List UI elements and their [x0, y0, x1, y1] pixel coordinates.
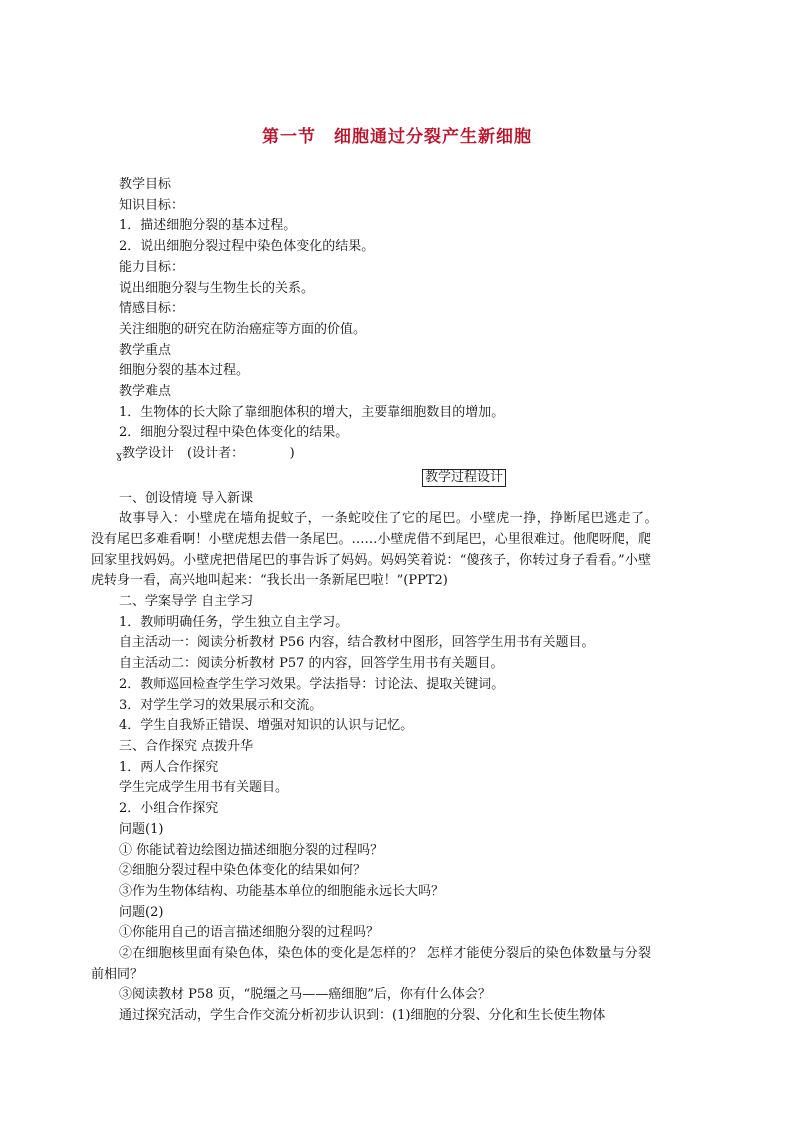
- section3-q2-3: ③阅读教材 P58 页，“脱缰之马——癌细胞”后，你有什么体会？: [119, 987, 491, 1003]
- section3-item-6: ②细胞分裂过程中染色体变化的结果如何？: [119, 863, 367, 879]
- section2-item-5: 3．对学生学习的效果展示和交流。: [119, 697, 323, 713]
- knowledge-goal-1: 1．描述细胞分裂的基本过程。: [119, 218, 297, 234]
- section2-item-4: 2．教师巡回检查学生学习效果。学法指导：讨论法、提取关键词。: [119, 676, 505, 692]
- section3-item-3: 2．小组合作探究: [119, 801, 219, 817]
- heading-ability-goals: 能力目标：: [119, 259, 185, 275]
- ability-goal: 说出细胞分裂与生物生长的关系。: [119, 280, 315, 296]
- section3-q2-2: ②在细胞核里面有染色体，染色体的变化是怎样的？ 怎样才能使分裂后的染色体数量与分裂前相同？: [91, 946, 651, 982]
- knowledge-goal-2: 2．说出细胞分裂过程中染色体变化的结果。: [119, 239, 375, 255]
- section3-heading: 三、合作探究 点拨升华: [119, 738, 254, 754]
- difficulty-1: 1．生物体的长大除了靠细胞体积的增大，主要靠细胞数目的增加。: [119, 404, 505, 420]
- process-heading-row: [119, 468, 679, 489]
- section3-item-4: 问题(1): [119, 821, 164, 837]
- section3-item-5: ① 你能试着边绘图边描述细胞分裂的过程吗？: [119, 842, 384, 858]
- section3-item-9: ①你能用自己的语言描述细胞分裂的过程吗？: [119, 925, 380, 941]
- section3-item-7: ③作为生物体结构、功能基本单位的细胞能永远长大吗？: [119, 883, 445, 899]
- design-line-text: 教学设计 (设计者： ): [122, 446, 295, 462]
- anchor-mark: ɣ: [116, 451, 122, 463]
- document-body: [91, 175, 679, 1027]
- section3-item-1: 1．两人合作探究: [119, 759, 219, 775]
- key-point: 细胞分裂的基本过程。: [119, 363, 250, 379]
- heading-teaching-goals: 教学目标: [119, 177, 172, 192]
- design-line: [116, 444, 679, 468]
- heading-key-points: 教学重点: [119, 342, 172, 358]
- section3-conclusion: 通过探究活动，学生合作交流分析初步认识到：(1)细胞的分裂、分化和生长使生物体: [119, 1008, 606, 1024]
- emotion-goal: 关注细胞的研究在防治癌症等方面的价值。: [119, 321, 367, 337]
- section2-item-1: 1．教师明确任务，学生独立自主学习。: [119, 614, 349, 630]
- section2-heading: 二、学案导学 自主学习: [119, 594, 254, 610]
- section3-item-8: 问题(2): [119, 904, 164, 920]
- process-heading: 教学过程设计: [422, 469, 506, 487]
- section2-item-3: 自主活动二：阅读分析教材 P57 的内容，回答学生用书有关题目。: [119, 656, 504, 672]
- section2-item-2: 自主活动一：阅读分析教材 P56 内容，结合教材中图形，回答学生用书有关题目。: [119, 635, 595, 651]
- page-title: 第一节 细胞通过分裂产生新细胞: [262, 127, 532, 147]
- heading-difficulties: 教学难点: [119, 384, 172, 400]
- story-paragraph: 故事导入：小壁虎在墙角捉蚊子，一条蛇咬住了它的尾巴。小壁虎一挣，挣断尾巴逃走了。 没有尾巴多难看啊！小壁虎想去借一条尾巴。……小壁虎借不到尾巴，心里很难过。他爬呀爬，爬回家里找妈妈。小壁虎把借尾巴的事告诉了妈妈。妈妈笑着说：“傻孩子，你转过身子看看。”小壁虎转身一看，高兴地叫起来：“我长出一条新尾巴啦！”(PPT2): [91, 511, 665, 589]
- difficulty-2: 2．细胞分裂过程中染色体变化的结果。: [119, 425, 349, 441]
- heading-emotion-goals: 情感目标：: [119, 301, 185, 317]
- heading-knowledge-goals: 知识目标：: [119, 197, 185, 213]
- section3-item-2: 学生完成学生用书有关题目。: [119, 780, 289, 796]
- section1-heading: 一、创设情境 导入新课: [119, 490, 254, 506]
- section2-item-6: 4．学生自我矫正错误、增强对知识的认识与记忆。: [119, 718, 414, 734]
